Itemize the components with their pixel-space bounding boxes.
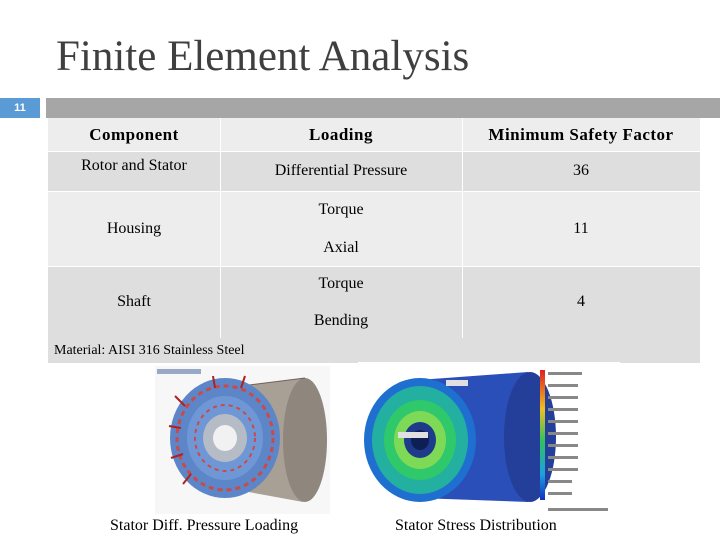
cell-loading-housing-torque: Torque bbox=[220, 191, 462, 229]
header-safety-factor: Minimum Safety Factor bbox=[462, 118, 700, 151]
header-bar bbox=[46, 98, 720, 118]
header-loading: Loading bbox=[220, 118, 462, 151]
safety-factor-table bbox=[48, 118, 700, 363]
material-note: Material: AISI 316 Stainless Steel bbox=[48, 338, 700, 363]
stator-pressure-loading-image bbox=[155, 366, 330, 514]
slide-title: Finite Element Analysis bbox=[56, 33, 470, 80]
cell-loading-rotor: Differential Pressure bbox=[220, 151, 462, 191]
table-divider bbox=[48, 191, 700, 192]
header-component: Component bbox=[48, 118, 220, 151]
cell-loading-housing-axial: Axial bbox=[220, 229, 462, 266]
stress-contour-render bbox=[358, 362, 620, 516]
cell-factor-housing: 11 bbox=[462, 191, 700, 266]
cell-component-rotor: Rotor and Stator bbox=[48, 151, 220, 191]
caption-stress-distribution: Stator Stress Distribution bbox=[395, 517, 557, 534]
cell-loading-shaft-bending: Bending bbox=[220, 302, 462, 338]
stator-stress-distribution-image bbox=[358, 362, 620, 516]
table-divider bbox=[48, 266, 700, 267]
cell-factor-shaft: 4 bbox=[462, 266, 700, 338]
slide-number: 11 bbox=[0, 98, 40, 118]
caption-pressure-loading: Stator Diff. Pressure Loading bbox=[110, 517, 299, 534]
table-divider bbox=[48, 151, 700, 152]
stator-cad-render bbox=[155, 366, 330, 514]
cell-factor-rotor: 36 bbox=[462, 151, 700, 191]
cell-component-housing: Housing bbox=[48, 191, 220, 266]
cell-component-shaft: Shaft bbox=[48, 266, 220, 338]
cell-loading-shaft-torque: Torque bbox=[220, 266, 462, 302]
